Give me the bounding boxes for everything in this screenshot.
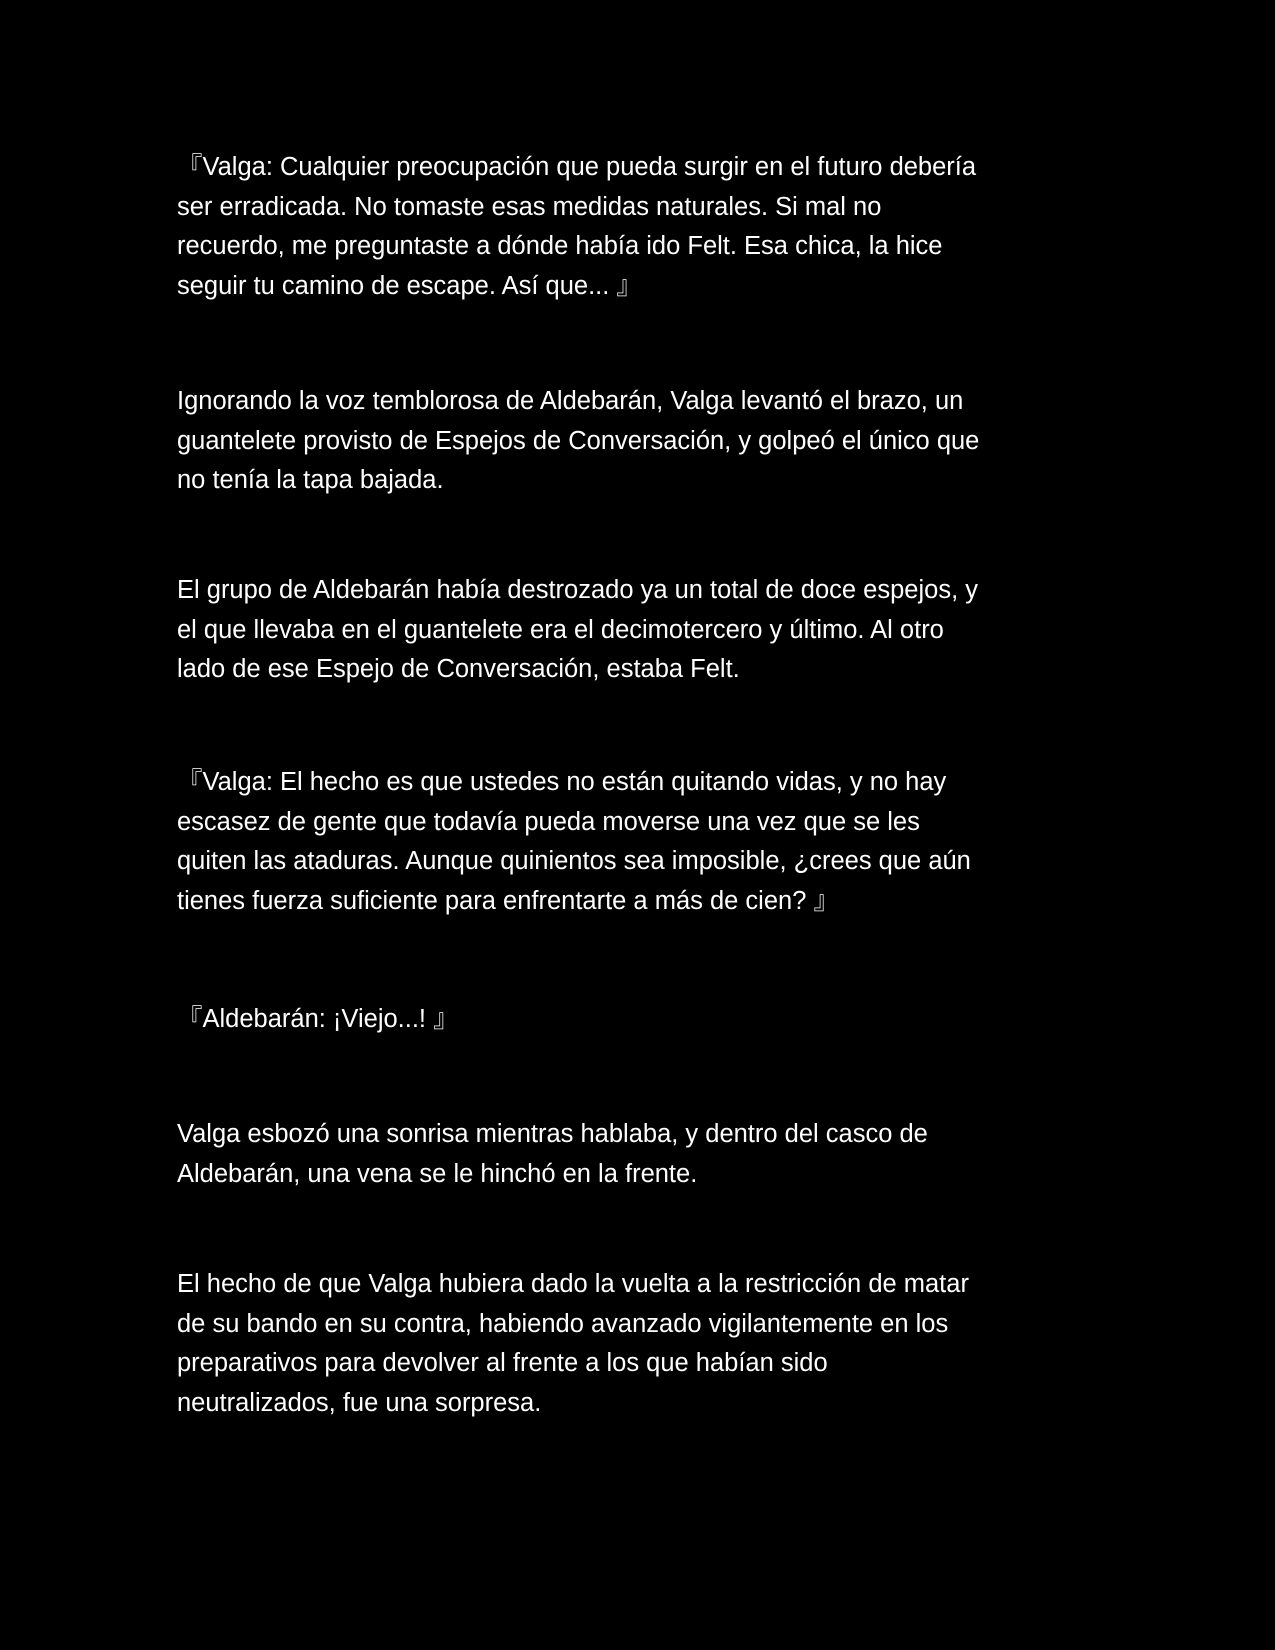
narration-paragraph-3: Valga esbozó una sonrisa mientras hablaba, y dentro del casco de Aldebarán, una vena se le hinchó en la frente.: [177, 1120, 928, 1188]
dialogue-paragraph-valga-1: 『Valga: Cualquier preocupación que pueda surgir en el futuro debería ser erradicada. No tomaste esas medidas naturales. Si mal no recuerdo, me preguntaste a dónde había ido Felt. Esa chica, la hice seguir tu camino de escape. Así que... 』: [177, 153, 977, 300]
narration-paragraph-1: Ignorando la voz temblorosa de Aldebarán, Valga levantó el brazo, un guantelete provisto de Espejos de Conversación, y golpeó el único que no tenía la tapa bajada.: [177, 387, 980, 494]
dialogue-paragraph-aldebaran: 『Aldebarán: ¡Viejo...! 』: [177, 1005, 459, 1033]
narration-paragraph-2: El grupo de Aldebarán había destrozado ya un total de doce espejos, y el que llevaba en el guantelete era el decimotercero y último. Al otro lado de ese Espejo de Conversación, estaba Felt.: [177, 576, 978, 683]
dialogue-paragraph-valga-2: 『Valga: El hecho es que ustedes no están quitando vidas, y no hay escasez de gente que todavía pueda moverse una vez que se les quiten las ataduras. Aunque quinientos sea imposible, ¿crees que aún tienes fuerza suficiente para enfrentarte a más de cien? 』: [177, 768, 971, 915]
narration-paragraph-4: El hecho de que Valga hubiera dado la vuelta a la restricción de matar de su bando en su contra, habiendo avanzado vigilantemente en los preparativos para devolver al frente a los que habían sido neutralizados, fue una sorpresa.: [177, 1270, 969, 1417]
document-page: [177, 0, 1117, 1650]
